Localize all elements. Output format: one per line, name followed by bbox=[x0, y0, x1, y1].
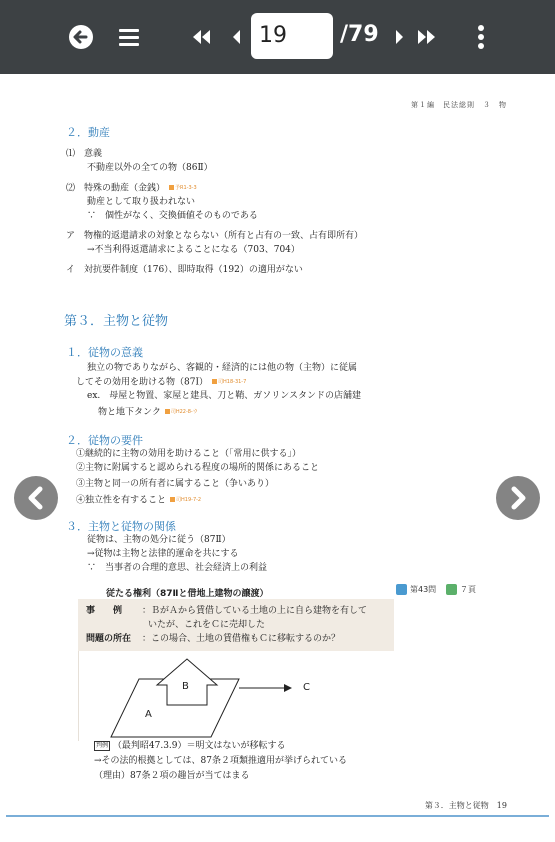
question-link[interactable]: 第43問 bbox=[396, 584, 436, 595]
text-line: ④独立性を有すること 司H19-7-2 bbox=[76, 495, 202, 506]
book-icon bbox=[396, 584, 407, 595]
page-header: 第１編 民法総則 ３ 物 bbox=[411, 101, 507, 109]
previous-page-arrow-icon[interactable] bbox=[14, 476, 58, 520]
section-heading: ２．動産 bbox=[66, 126, 110, 139]
text-line: してその効用を助ける物（87Ⅰ） 司H18-31-7 bbox=[76, 377, 247, 388]
next-page-arrow-icon[interactable] bbox=[496, 476, 540, 520]
case-title: 従たる権利（87Ⅱと借地上建物の譲渡） bbox=[106, 589, 269, 599]
text-line: 動産として取り扱われない bbox=[87, 197, 196, 207]
party-c-label: C bbox=[303, 682, 310, 693]
vertical-dots-icon[interactable] bbox=[464, 20, 498, 54]
land-building-diagram bbox=[79, 651, 395, 741]
exam-ref-badge: 司H19-7-2 bbox=[170, 494, 201, 506]
text-line: 従物は、主物の処分に従う（87Ⅱ） bbox=[87, 535, 231, 545]
text-line: →従物は主物と法律的運命を共にする bbox=[87, 549, 239, 559]
fact-text: ：ＢがＡから賃借している土地の上に自ら建物を有して bbox=[142, 606, 368, 616]
back-arrow-icon[interactable] bbox=[64, 20, 98, 54]
issue-label: 問題の所在 bbox=[86, 634, 132, 644]
text-line: 不動産以外の全ての物（86Ⅱ） bbox=[87, 163, 213, 173]
exam-ref-badge: 予R1-3-3 bbox=[169, 182, 197, 194]
text-line: ∵ 個性がなく、交換価値そのものである bbox=[87, 211, 258, 221]
section-heading: １．従物の意義 bbox=[66, 346, 143, 359]
issue-text: ：この場合、土地の賃借権もＣに移転するのか？ bbox=[142, 634, 341, 644]
viewer-toolbar bbox=[0, 0, 555, 74]
book-icon bbox=[446, 584, 457, 595]
text-line: →不当利得返還請求によることになる（703、704） bbox=[87, 245, 300, 255]
page-bottom-rule bbox=[6, 815, 549, 817]
text-line: ex. 母屋と物置、家屋と建具、刀と鞘、ガソリンスタンドの店舗建 bbox=[87, 391, 361, 401]
page-total-label: /79 bbox=[340, 22, 379, 47]
fact-text: いたが、これをＣに売却した bbox=[148, 620, 266, 630]
case-box bbox=[78, 599, 394, 651]
last-page-icon[interactable] bbox=[410, 20, 444, 54]
text-line: （理由）87条２項の趣旨が当てはまる bbox=[94, 771, 250, 781]
precedent-line: 判例 （最判昭47.3.9）＝明文はないが移転する bbox=[96, 741, 286, 751]
text-line: ⑵ 特殊の動産（金銭） 予R1-3-3 bbox=[66, 183, 197, 194]
text-line: ②主物に附属すると認められる程度の場所的関係にあること bbox=[76, 463, 320, 473]
text-line: イ 対抗要件制度（176）、即時取得（192）の適用がない bbox=[66, 265, 303, 275]
party-a-label: A bbox=[145, 709, 152, 720]
text-line: 物と地下タンク 司H22-8-ウ bbox=[98, 407, 198, 418]
text-line: ①継続的に主物の効用を助けること（「常用に供する」） bbox=[76, 449, 302, 459]
hamburger-menu-icon[interactable] bbox=[112, 20, 146, 54]
diagram bbox=[78, 651, 394, 741]
section-heading: ３．主物と従物の関係 bbox=[66, 520, 176, 533]
text-line: ③主物と同一の所有者に属すること（争いあり） bbox=[76, 479, 275, 489]
fact-label: 事 例 bbox=[86, 606, 123, 616]
text-line: 独立の物でありながら、客観的・経済的には他の物（主物）に従属 bbox=[87, 363, 358, 373]
party-b-label: B bbox=[182, 681, 189, 692]
page-link[interactable]: ７頁 bbox=[446, 584, 476, 595]
page-number-input[interactable]: 19 bbox=[251, 13, 333, 59]
chapter-heading: 第３．主物と従物 bbox=[64, 314, 169, 329]
exam-ref-badge: 司H22-8-ウ bbox=[165, 406, 198, 418]
hanrei-badge: 判例 bbox=[96, 741, 109, 749]
text-line: ⑴ 意義 bbox=[66, 149, 103, 159]
document-page bbox=[6, 74, 549, 816]
text-line: →その法的根拠としては、87条２項類推適用が挙げられている bbox=[94, 756, 347, 766]
page-footer: 第３．主物と従物 19 bbox=[424, 801, 507, 810]
text-line: ア 物権的返還請求の対象とならない（所有と占有の一致、占有即所有） bbox=[66, 231, 364, 241]
first-page-icon[interactable] bbox=[184, 20, 218, 54]
section-heading: ２．従物の要件 bbox=[66, 434, 143, 447]
previous-page-icon[interactable] bbox=[220, 20, 254, 54]
text-line: ∵ 当事者の合理的意思、社会経済上の利益 bbox=[87, 563, 268, 573]
exam-ref-badge: 司H18-31-7 bbox=[212, 376, 246, 388]
